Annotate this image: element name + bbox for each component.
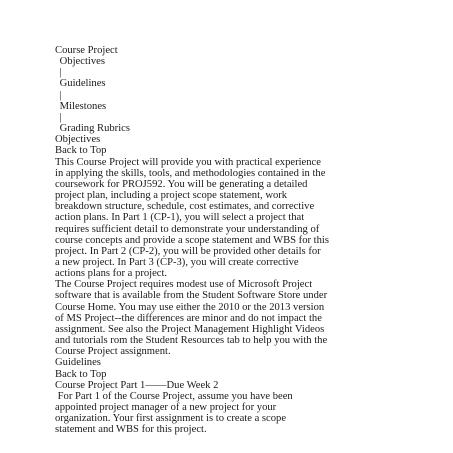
nav-separator: | <box>57 111 62 123</box>
back-to-top-link[interactable]: Back to Top <box>55 145 107 157</box>
body-line: in applying the skills, tools, and methodologies contained in the <box>55 167 326 179</box>
body-line: For Part 1 of the Course Project, assume you have been <box>55 390 293 402</box>
body-line: requires sufficient detail to demonstrate your understanding of <box>55 223 320 235</box>
course-project-title: Course Project <box>55 45 118 56</box>
body-line: coursework for PROJ592. You will be generating a detailed <box>55 178 308 190</box>
body-line: and tutorials rom the Student Resources tab to help you with the <box>55 335 328 347</box>
guidelines-heading: Guidelines <box>55 357 101 369</box>
body-line: statement and WBS for this project. <box>55 424 207 436</box>
objectives-heading: Objectives <box>55 134 101 146</box>
nav-link-guidelines[interactable]: Guidelines <box>57 78 106 90</box>
nav-link-grading-rubrics[interactable]: Grading Rubrics <box>57 123 130 135</box>
body-line: software that is available from the Student Software Store under <box>55 290 328 302</box>
body-line: This Course Project will provide you with practical experience <box>55 156 321 168</box>
body-line: Course Project assignment. <box>55 346 171 358</box>
body-line: action plans. In Part 1 (CP-1), you will select a project that <box>55 212 305 224</box>
body-line: appointed project manager of a new project for your <box>55 402 277 413</box>
nav-separator: | <box>57 67 62 79</box>
body-line: actions plans for a project. <box>55 268 168 280</box>
nav-link-milestones[interactable]: Milestones <box>57 100 107 112</box>
body-line: assignment. See also the Project Management Highlight Videos <box>55 323 325 335</box>
objectives-body <box>55 157 445 358</box>
body-line: of MS Project--the differences are minor and do not impact the <box>55 312 322 324</box>
nav-link-objectives[interactable]: Objectives <box>57 56 105 68</box>
part-1-title: Course Project Part 1——Due Week 2 <box>55 379 219 391</box>
body-line: project plan, including a project scope statement, work <box>55 190 288 202</box>
back-to-top-link[interactable]: Back to Top <box>55 368 107 380</box>
body-line: breakdown structure, schedule, cost estimates, and corrective <box>55 201 315 213</box>
body-line: organization. Your first assignment is to create a scope <box>55 413 287 425</box>
body-line: Course Home. You may use either the 2010 or the 2013 version <box>55 301 325 313</box>
body-line: course concepts and provide a scope statement and WBS for this <box>55 234 329 246</box>
guidelines-body <box>55 391 445 436</box>
document-page <box>55 45 445 435</box>
body-line: project. In Part 2 (CP-2), you will be provided other details for <box>55 245 321 257</box>
body-line: The Course Project requires modest use of Microsoft Project <box>55 279 313 291</box>
body-line: a new project. In Part 3 (CP-3), you will create corrective <box>55 256 299 268</box>
nav-separator: | <box>57 89 62 101</box>
